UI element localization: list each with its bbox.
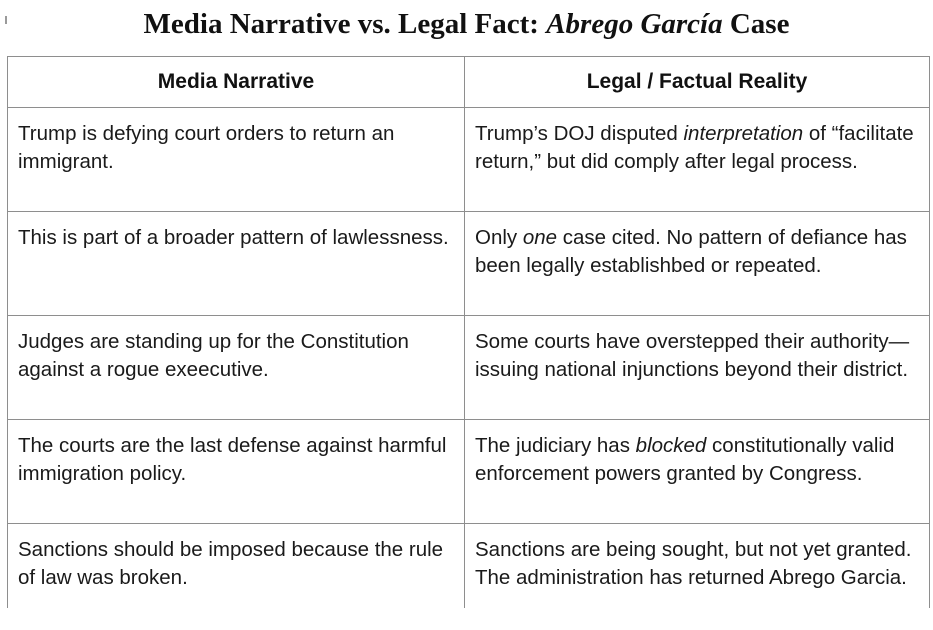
reality-text-rest: case cited. No pattern of defiance has been legally establishbed or repeated.	[475, 226, 907, 277]
media-narrative-cell: Judges are standing up for the Constitution against a rogue exeecutive.	[8, 316, 465, 420]
reality-text: Trump’s DOJ disputed	[475, 122, 684, 145]
table-row	[8, 524, 930, 608]
title-suffix: Case	[722, 8, 790, 40]
media-narrative-cell: Trump is defying court orders to return an immigrant.	[8, 108, 465, 212]
column-header-legal-reality: Legal / Factual Reality	[465, 57, 930, 108]
reality-text: The judiciary has	[475, 434, 636, 457]
media-narrative-cell: Sanctions should be imposed because the rule of law was broken.	[8, 524, 465, 608]
legal-reality-cell	[465, 420, 930, 524]
table-header-row	[8, 57, 930, 108]
reality-emphasis: blocked	[635, 434, 707, 457]
reality-text-rest: of “facilitate return,” but did comply after legal process.	[475, 122, 914, 173]
title-italic-case-name: Abrego García	[546, 8, 723, 40]
comparison-table	[7, 56, 930, 608]
reality-emphasis: interpretation	[683, 122, 804, 145]
legal-reality-cell	[465, 212, 930, 316]
reality-emphasis: one	[522, 226, 558, 249]
page-title	[0, 4, 933, 44]
reality-text-rest: constitutionally valid enforcement powers granted by Congress.	[475, 434, 895, 485]
table-row	[8, 316, 930, 420]
media-narrative-cell: The courts are the last defense against harmful immigration policy.	[8, 420, 465, 524]
table-row	[8, 108, 930, 212]
table-row	[8, 212, 930, 316]
legal-reality-cell	[465, 316, 930, 420]
reality-text: Sanctions are being sought, but not yet granted. The administration has returned Abrego Garcia.	[475, 538, 912, 589]
title-text: Media Narrative vs. Legal Fact:	[143, 8, 547, 40]
reality-text: Only	[475, 226, 523, 249]
reality-text: Some courts have overstepped their authority—issuing national injunctions beyond their district.	[475, 330, 910, 381]
legal-reality-cell	[465, 108, 930, 212]
legal-reality-cell	[465, 524, 930, 608]
table-row	[8, 420, 930, 524]
column-header-media-narrative: Media Narrative	[8, 57, 465, 108]
media-narrative-cell: This is part of a broader pattern of lawlessness.	[8, 212, 465, 316]
